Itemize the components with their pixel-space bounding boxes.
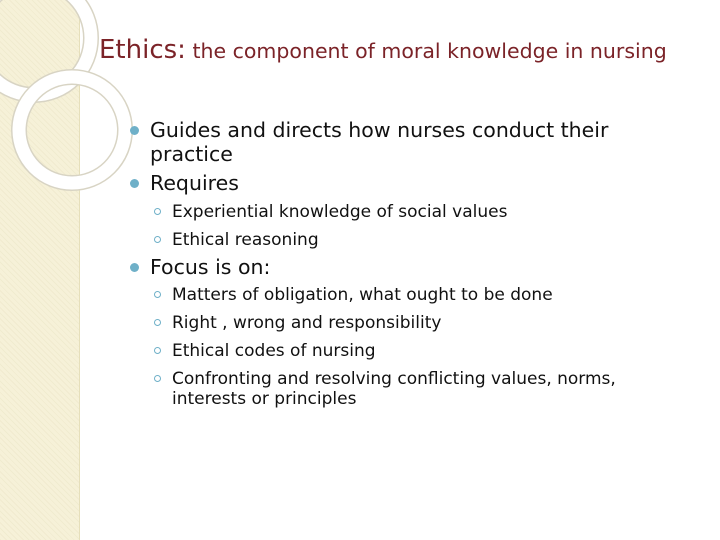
- sub-bullet-text: Right , wrong and responsibility: [172, 312, 442, 333]
- sub-bullet-text: Ethical reasoning: [172, 229, 319, 250]
- sub-bullet-text: Confronting and resolving conflicting values, norms, interests or principles: [172, 368, 616, 410]
- sub-bullet-item: [150, 369, 682, 409]
- open-circle-bullet-icon: [154, 319, 161, 326]
- sub-bullet-text: Experiential knowledge of social values: [172, 201, 508, 222]
- open-circle-bullet-icon: [154, 347, 161, 354]
- slide-title-subtitle: the component of moral knowledge in nursing: [185, 39, 667, 63]
- bullet-item: [122, 255, 682, 409]
- bullet-list: [122, 115, 682, 409]
- sub-bullet-item: [150, 285, 682, 305]
- bullet-text: Focus is on:: [150, 254, 271, 279]
- bullet-text: Guides and directs how nurses conduct their practice: [150, 118, 609, 167]
- sub-bullet-item: [150, 230, 682, 250]
- open-circle-bullet-icon: [154, 208, 161, 215]
- lower-ring: [19, 77, 125, 183]
- sub-bullet-item: [150, 313, 682, 333]
- slide-title-main: Ethics:: [99, 35, 186, 65]
- slide-title: [99, 28, 699, 67]
- sub-bullet-item: [150, 202, 682, 222]
- filled-circle-bullet-icon: [130, 263, 139, 272]
- sub-bullet-item: [150, 341, 682, 361]
- sub-bullet-text: Matters of obligation, what ought to be done: [172, 284, 553, 305]
- bullet-item: [122, 171, 682, 249]
- bullet-item: [122, 118, 682, 166]
- filled-circle-bullet-icon: [130, 126, 139, 135]
- sub-bullet-text: Ethical codes of nursing: [172, 340, 376, 361]
- open-circle-bullet-icon: [154, 291, 161, 298]
- sub-bullet-list: [150, 285, 682, 409]
- filled-circle-bullet-icon: [130, 179, 139, 188]
- bullet-text: Requires: [150, 171, 239, 196]
- open-circle-bullet-icon: [154, 375, 161, 382]
- open-circle-bullet-icon: [154, 236, 161, 243]
- sub-bullet-list: [150, 202, 682, 250]
